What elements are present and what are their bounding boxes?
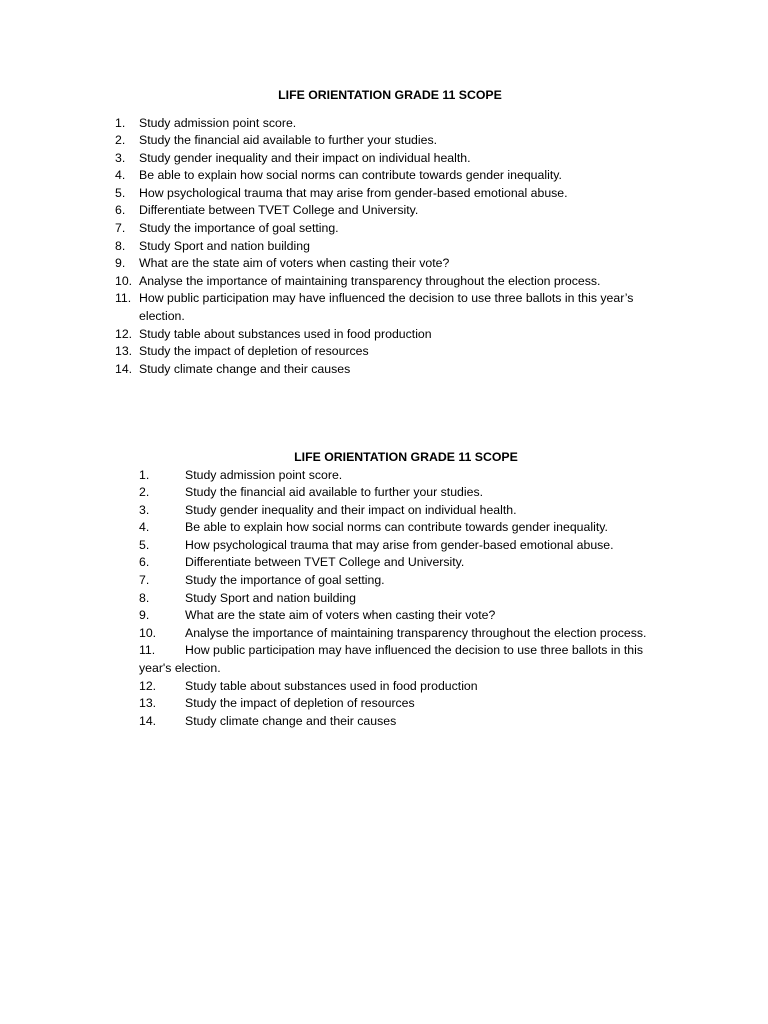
item-number: 8. bbox=[139, 590, 150, 605]
item-number: 4. bbox=[115, 168, 126, 183]
item-number: 13. bbox=[115, 344, 133, 359]
list-item bbox=[139, 519, 659, 537]
item-text: Study the financial aid available to further your studies. bbox=[139, 133, 438, 148]
item-number: 1. bbox=[139, 467, 150, 482]
list-item bbox=[139, 467, 659, 485]
list-item bbox=[139, 713, 659, 731]
item-text: Study the importance of goal setting. bbox=[139, 221, 339, 236]
item-number: 6. bbox=[139, 555, 150, 570]
list-item bbox=[115, 273, 675, 291]
list-item bbox=[139, 590, 659, 608]
item-text: Study admission point score. bbox=[185, 467, 343, 482]
scope-section-numbered-list bbox=[115, 87, 675, 378]
item-text: How psychological trauma that may arise from gender-based emotional abuse. bbox=[139, 185, 568, 200]
list-item bbox=[139, 554, 659, 572]
item-number: 14. bbox=[115, 361, 133, 376]
item-number: 7. bbox=[115, 221, 126, 236]
item-number: 2. bbox=[139, 485, 150, 500]
list-item bbox=[139, 607, 659, 625]
item-number: 2. bbox=[115, 133, 126, 148]
item-text: Study climate change and their causes bbox=[139, 361, 351, 376]
item-text: Study the impact of depletion of resources bbox=[185, 696, 415, 711]
item-number: 11. bbox=[115, 291, 132, 306]
item-number: 12. bbox=[139, 678, 157, 693]
item-text: Study table about substances used in food production bbox=[185, 678, 478, 693]
item-number: 5. bbox=[115, 185, 126, 200]
list-item bbox=[139, 537, 659, 555]
list-item bbox=[139, 484, 659, 502]
item-text: Study the financial aid available to further your studies. bbox=[185, 485, 484, 500]
item-number: 14. bbox=[139, 713, 157, 728]
list-item bbox=[115, 238, 675, 256]
list-item bbox=[115, 255, 675, 273]
section-title: LIFE ORIENTATION GRADE 11 SCOPE bbox=[294, 450, 518, 464]
item-number: 6. bbox=[115, 203, 126, 218]
list-item bbox=[115, 290, 675, 325]
list-item bbox=[139, 695, 659, 713]
item-text: Study the impact of depletion of resources bbox=[139, 344, 369, 359]
item-text: Study the importance of goal setting. bbox=[185, 573, 385, 588]
list-item bbox=[139, 625, 659, 643]
item-text: What are the state aim of voters when casting their vote? bbox=[185, 608, 496, 623]
section-title: LIFE ORIENTATION GRADE 11 SCOPE bbox=[278, 88, 502, 102]
list-item bbox=[115, 185, 675, 203]
item-number: 3. bbox=[115, 150, 126, 165]
item-number: 12. bbox=[115, 326, 133, 341]
scope-list bbox=[115, 115, 675, 379]
item-number: 8. bbox=[115, 238, 126, 253]
item-text: Analyse the importance of maintaining transparency throughout the election process. bbox=[185, 625, 647, 640]
list-item bbox=[139, 678, 659, 696]
list-item bbox=[115, 220, 675, 238]
list-item bbox=[115, 343, 675, 361]
list-item bbox=[139, 502, 659, 520]
item-text: How psychological trauma that may arise from gender-based emotional abuse. bbox=[185, 537, 614, 552]
item-text: Study Sport and nation building bbox=[139, 238, 310, 253]
item-text: Study Sport and nation building bbox=[185, 590, 356, 605]
item-text: How public participation may have influenced the decision to use three ballots in this year's election. bbox=[139, 643, 643, 676]
list-item bbox=[115, 202, 675, 220]
list-item bbox=[139, 572, 659, 590]
item-text: Be able to explain how social norms can contribute towards gender inequality. bbox=[185, 520, 608, 535]
item-number: 9. bbox=[139, 608, 150, 623]
item-text: Study gender inequality and their impact on individual health. bbox=[185, 502, 517, 517]
item-number: 3. bbox=[139, 502, 150, 517]
scope-section-tabbed-list bbox=[139, 449, 659, 730]
item-number: 4. bbox=[139, 520, 150, 535]
item-text: Study climate change and their causes bbox=[185, 713, 397, 728]
list-item bbox=[139, 642, 659, 677]
list-item bbox=[115, 167, 675, 185]
item-number: 10. bbox=[139, 625, 157, 640]
item-number: 1. bbox=[115, 115, 126, 130]
item-text: Study table about substances used in food production bbox=[139, 326, 432, 341]
item-number: 10. bbox=[115, 273, 133, 288]
item-text: What are the state aim of voters when casting their vote? bbox=[139, 256, 450, 271]
list-item bbox=[115, 361, 675, 379]
item-number: 5. bbox=[139, 537, 150, 552]
item-number: 13. bbox=[139, 696, 157, 711]
list-item bbox=[115, 150, 675, 168]
item-text: Study gender inequality and their impact on individual health. bbox=[139, 150, 471, 165]
item-text: Study admission point score. bbox=[139, 115, 297, 130]
item-text: Differentiate between TVET College and University. bbox=[139, 203, 419, 218]
item-number: 11. bbox=[139, 643, 156, 658]
item-number: 7. bbox=[139, 573, 150, 588]
list-item bbox=[115, 115, 675, 133]
item-number: 9. bbox=[115, 256, 126, 271]
item-text: How public participation may have influenced the decision to use three ballots in this year’s election. bbox=[139, 291, 634, 324]
item-text: Be able to explain how social norms can contribute towards gender inequality. bbox=[139, 168, 562, 183]
list-item bbox=[115, 326, 675, 344]
item-text: Differentiate between TVET College and University. bbox=[185, 555, 465, 570]
list-item bbox=[115, 132, 675, 150]
item-text: Analyse the importance of maintaining transparency throughout the election process. bbox=[139, 273, 601, 288]
scope-list bbox=[139, 467, 659, 731]
